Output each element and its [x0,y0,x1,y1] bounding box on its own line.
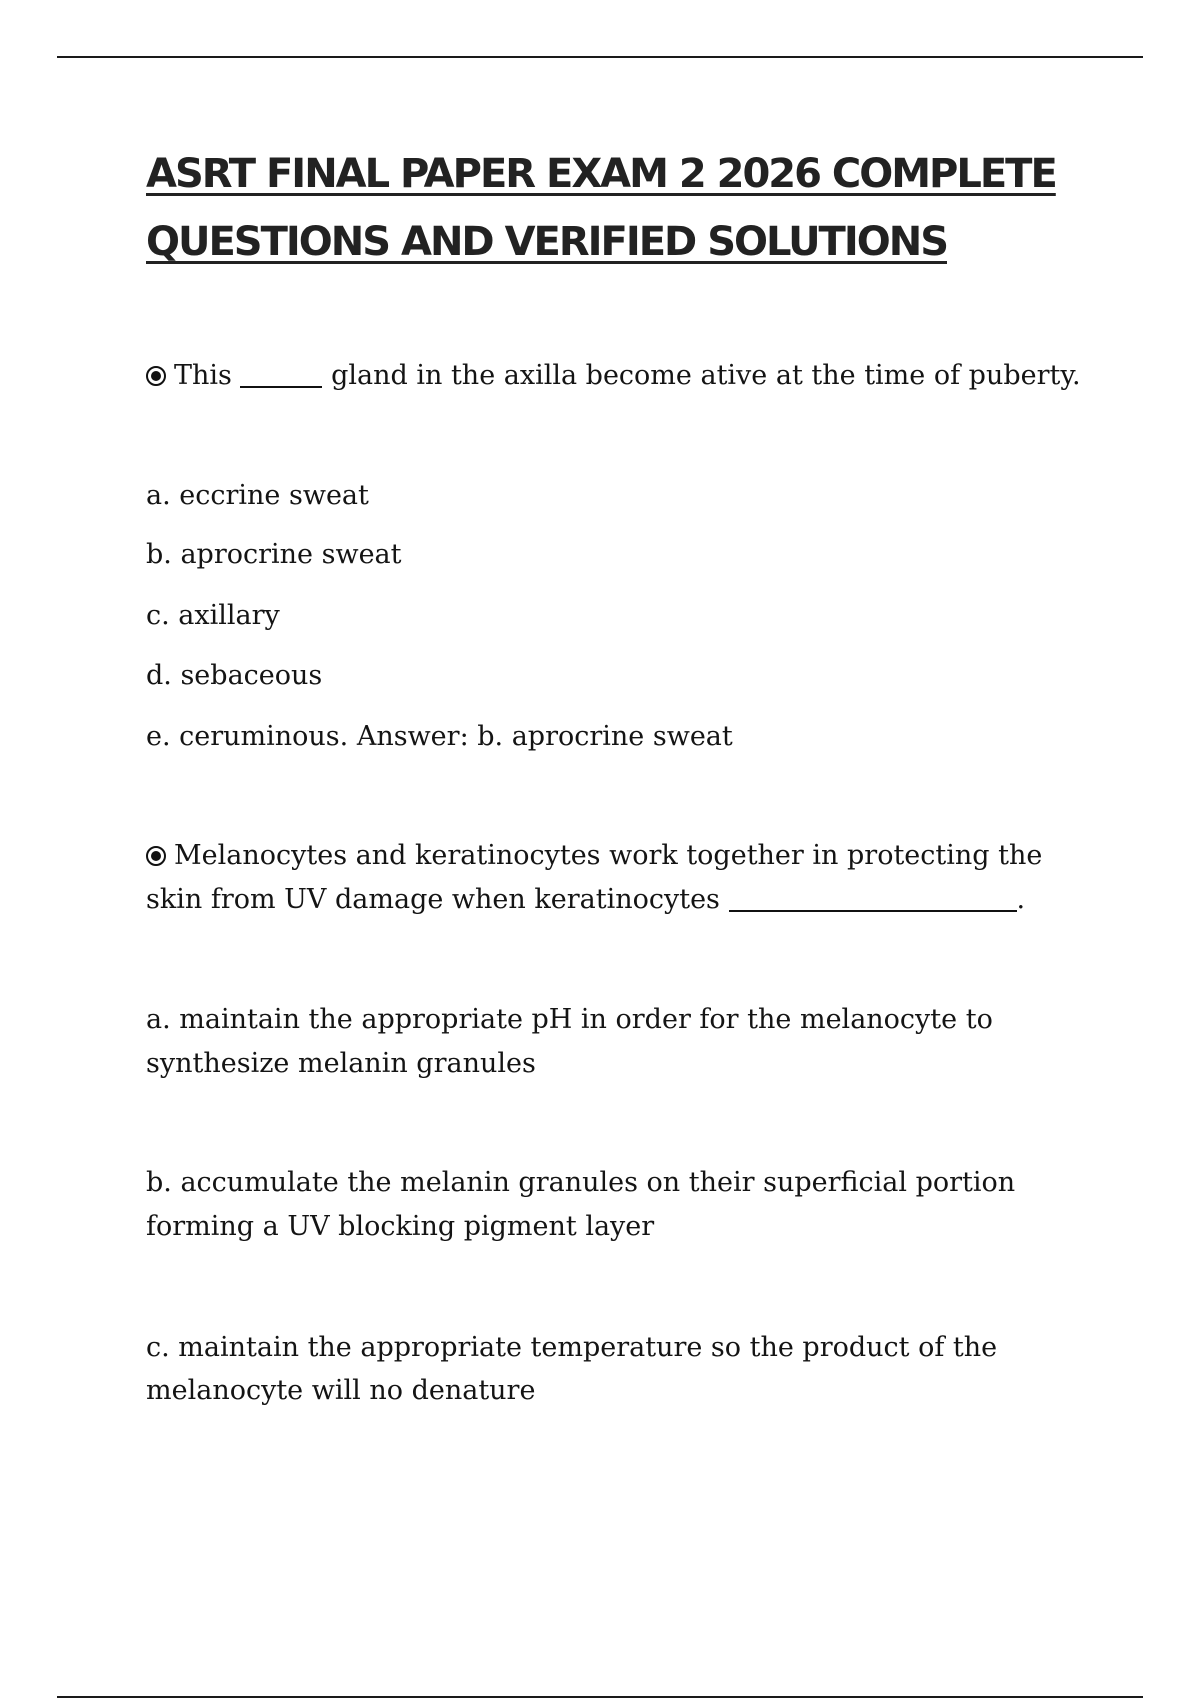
answer-blank [240,360,322,388]
top-divider [57,56,1143,58]
question-1-option-c: c. axillary [146,600,280,631]
question-2-prompt-text: Melanocytes and keratinocytes work together in protecting the [174,840,1043,871]
question-1-option-d: d. sebaceous [146,660,323,691]
question-2-prompt-text-2: skin from UV damage when keratinocytes [146,884,720,915]
radio-bullet-icon [146,846,166,866]
radio-bullet-icon [146,366,166,386]
question-2-option-b-line-1: b. accumulate the melanin granules on their superficial portion [146,1167,1016,1198]
question-1-option-e-answer: e. ceruminous. Answer: b. aprocrine sweat [146,721,733,752]
question-1-prompt-before: This [174,360,232,391]
question-2-option-a-line-2: synthesize melanin granules [146,1048,536,1079]
question-2-prompt-line-2 [146,878,1025,922]
question-2-option-b-line-2: forming a UV blocking pigment layer [146,1211,655,1242]
question-2-option-c-line-2: melanocyte will no denature [146,1375,536,1406]
question-2-prompt-line-1 [146,834,1042,878]
answer-blank [729,884,1017,912]
question-2-option-c-line-1: c. maintain the appropriate temperature so the product of the [146,1332,998,1363]
bottom-divider [57,1696,1143,1698]
question-1-option-a: a. eccrine sweat [146,480,369,511]
document-title: ASRT FINAL PAPER EXAM 2 2026 COMPLETE QUESTIONS AND VERIFIED SOLUTIONS [146,151,1056,265]
question-2-prompt-end: . [1016,884,1026,915]
question-1-option-b: b. aprocrine sweat [146,539,402,570]
question-1-prompt [146,354,1081,398]
question-2-option-a-line-1: a. maintain the appropriate pH in order for the melanocyte to [146,1004,993,1035]
question-1-prompt-after: gland in the axilla become ative at the time of puberty. [331,360,1081,391]
